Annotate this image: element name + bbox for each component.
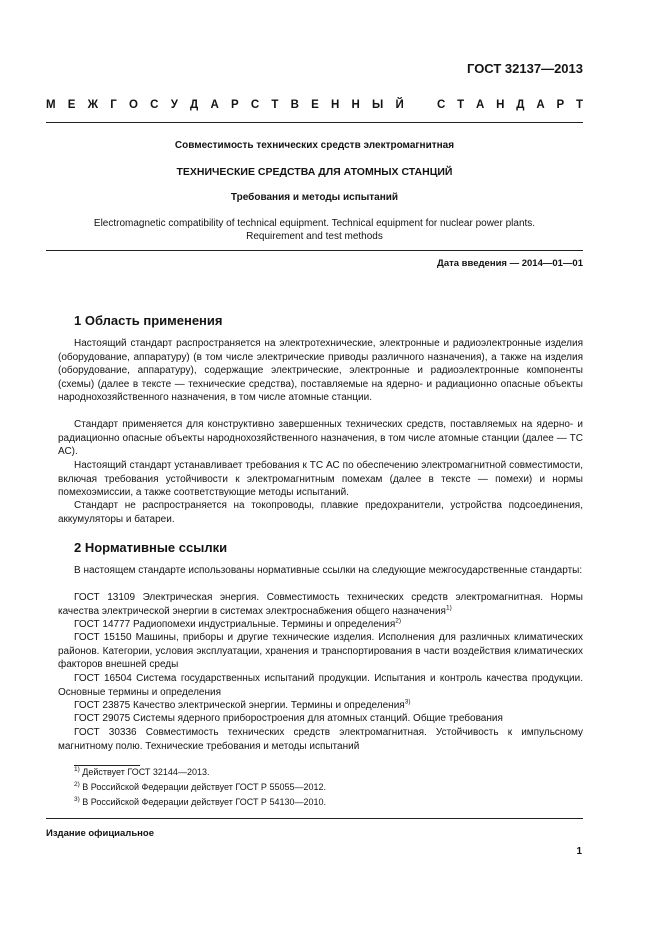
- banner-letter: Т: [271, 99, 279, 111]
- banner-letter: У: [170, 99, 178, 111]
- reference-gost-14777: [58, 618, 583, 632]
- section-1-paragraph-4: Стандарт не распространяется на токопроводы, плавкие предохранители, устройства подсоединения, аккумуляторы и батареи.: [58, 500, 583, 525]
- banner-letter: А: [476, 99, 485, 111]
- banner-letter: Р: [556, 99, 565, 111]
- banner-letter: О: [129, 99, 138, 111]
- banner-letter: С: [250, 99, 260, 111]
- official-edition-label: Издание официальное: [46, 828, 154, 839]
- banner-letter: С: [437, 99, 446, 111]
- banner-letter: А: [536, 99, 545, 111]
- footer-divider: [46, 818, 583, 819]
- banner-letter: Ж: [87, 99, 99, 111]
- introduction-date: Дата введения — 2014—01—01: [437, 258, 583, 269]
- banner-letter: Д: [516, 99, 525, 111]
- reference-gost-16504: ГОСТ 16504 Система государственных испытаний продукции. Испытания и контроль качества продукции. Основные термины и определения: [58, 673, 583, 698]
- footnote-mark: 1): [74, 766, 80, 773]
- english-title-line-1: Electromagnetic compatibility of technical equipment. Technical equipment for nuclear power plants.: [93, 218, 536, 229]
- footnote-text: В Российской Федерации действует ГОСТ Р 55055—2012.: [79, 782, 326, 792]
- section-1-paragraph-3: Настоящий стандарт устанавливает требования к ТС АС по обеспечению электромагнитной совместимости, включая требования устойчивости к электромагнитным помехам (далее в тексте — помехи) и нормы помехоэмиссии, а также соответствующие методы испытаний.: [58, 460, 583, 499]
- section-2-intro: В настоящем стандарте использованы нормативные ссылки на следующие межгосударственные стандарты:: [74, 565, 583, 576]
- reference-gost-13109: [58, 591, 583, 618]
- banner-letter: Д: [190, 99, 199, 111]
- footnote-ref: 3): [404, 698, 411, 706]
- footnote-ref: 1): [445, 604, 452, 612]
- banner-letter: С: [150, 99, 159, 111]
- footnote-mark: 2): [74, 781, 80, 788]
- page-number: 1: [576, 846, 582, 857]
- footnote-text: В Российской Федерации действует ГОСТ Р 54130—2010.: [79, 797, 326, 807]
- reference-gost-15150: ГОСТ 15150 Машины, приборы и другие технические изделия. Исполнения для различных климатических районов. Категории, условия эксплуатации, хранения и транспортирования в части воздействия климатических факторов внешней среды: [58, 632, 583, 671]
- banner-letter: Ы: [372, 99, 384, 111]
- footnote-divider: [74, 765, 140, 766]
- reference-text: ГОСТ 13109 Электрическая энергия. Совместимость технических средств электромагнитная. Нормы качества электрической энергии в системах электроснабжения общего назначения: [58, 592, 583, 617]
- section-2-heading: 2 Нормативные ссылки: [74, 540, 228, 555]
- title-divider: [46, 250, 583, 251]
- banner-letter: Р: [230, 99, 239, 111]
- standard-banner: [46, 99, 583, 111]
- top-divider: [46, 122, 583, 123]
- banner-letter: А: [210, 99, 219, 111]
- reference-gost-30336: ГОСТ 30336 Совместимость технических средств электромагнитная. Устойчивость к импульсному магнитному полю. Технические требования и методы испытаний: [58, 727, 583, 752]
- footnote-3: [74, 797, 326, 807]
- english-title-line-2: Requirement and test methods: [246, 231, 383, 242]
- footnote-text: Действует ГОСТ 32144—2013.: [79, 767, 210, 777]
- banner-letter: Н: [351, 99, 360, 111]
- banner-letter: Н: [330, 99, 340, 111]
- title-line-1: Совместимость технических средств электромагнитная: [174, 140, 455, 151]
- banner-letter: Т: [457, 99, 465, 111]
- footnote-ref: 2): [395, 617, 402, 625]
- english-title: [46, 217, 583, 243]
- section-1-paragraph-1: Настоящий стандарт распространяется на электротехнические, электронные и радиоэлектронные изделия (оборудование, аппаратуру) (в том числе электрические приводы различного назначения), а также на изделия (оборудование, аппаратуру), содержащие электрические, электронные и радиоэлектронные компоненты (схемы) (далее в тексте — технические средства), поставляемые на ядерно- и радиационно опасные объекты народнохозяйственного назначения, в том числе атомные станции.: [58, 338, 583, 404]
- document-code: ГОСТ 32137—2013: [467, 61, 583, 76]
- footnote-1: [74, 767, 209, 777]
- banner-letter: Н: [496, 99, 505, 111]
- footnote-2: [74, 782, 326, 792]
- banner-letter: Й: [395, 99, 404, 111]
- banner-word-interstate: [46, 99, 404, 111]
- reference-text: ГОСТ 14777 Радиопомехи индустриальные. Термины и определения: [74, 619, 396, 630]
- section-1-heading: 1 Область применения: [74, 313, 223, 328]
- banner-letter: В: [290, 99, 299, 111]
- reference-gost-29075: ГОСТ 29075 Системы ядерного приборостроения для атомных станций. Общие требования: [74, 713, 503, 724]
- title-line-2: ТЕХНИЧЕСКИЕ СРЕДСТВА ДЛЯ АТОМНЫХ СТАНЦИЙ: [176, 166, 453, 178]
- footnote-mark: 3): [74, 796, 80, 803]
- reference-text: ГОСТ 23875 Качество электрической энергии. Термины и определения: [74, 700, 405, 711]
- banner-word-standard: [437, 99, 583, 111]
- section-1-paragraph-2: Стандарт применяется для конструктивно завершенных технических средств, поставляемых на ядерно- и радиационно опасные объекты народнохозяйственного назначения, в том числе атомные станции (далее — ТС АС).: [58, 419, 583, 458]
- banner-letter: Т: [575, 99, 583, 111]
- title-line-3: Требования и методы испытаний: [230, 192, 399, 203]
- banner-letter: Е: [311, 99, 319, 111]
- banner-letter: М: [46, 99, 56, 111]
- reference-gost-23875: [58, 699, 583, 713]
- banner-letter: Г: [110, 99, 117, 111]
- banner-letter: Е: [67, 99, 76, 111]
